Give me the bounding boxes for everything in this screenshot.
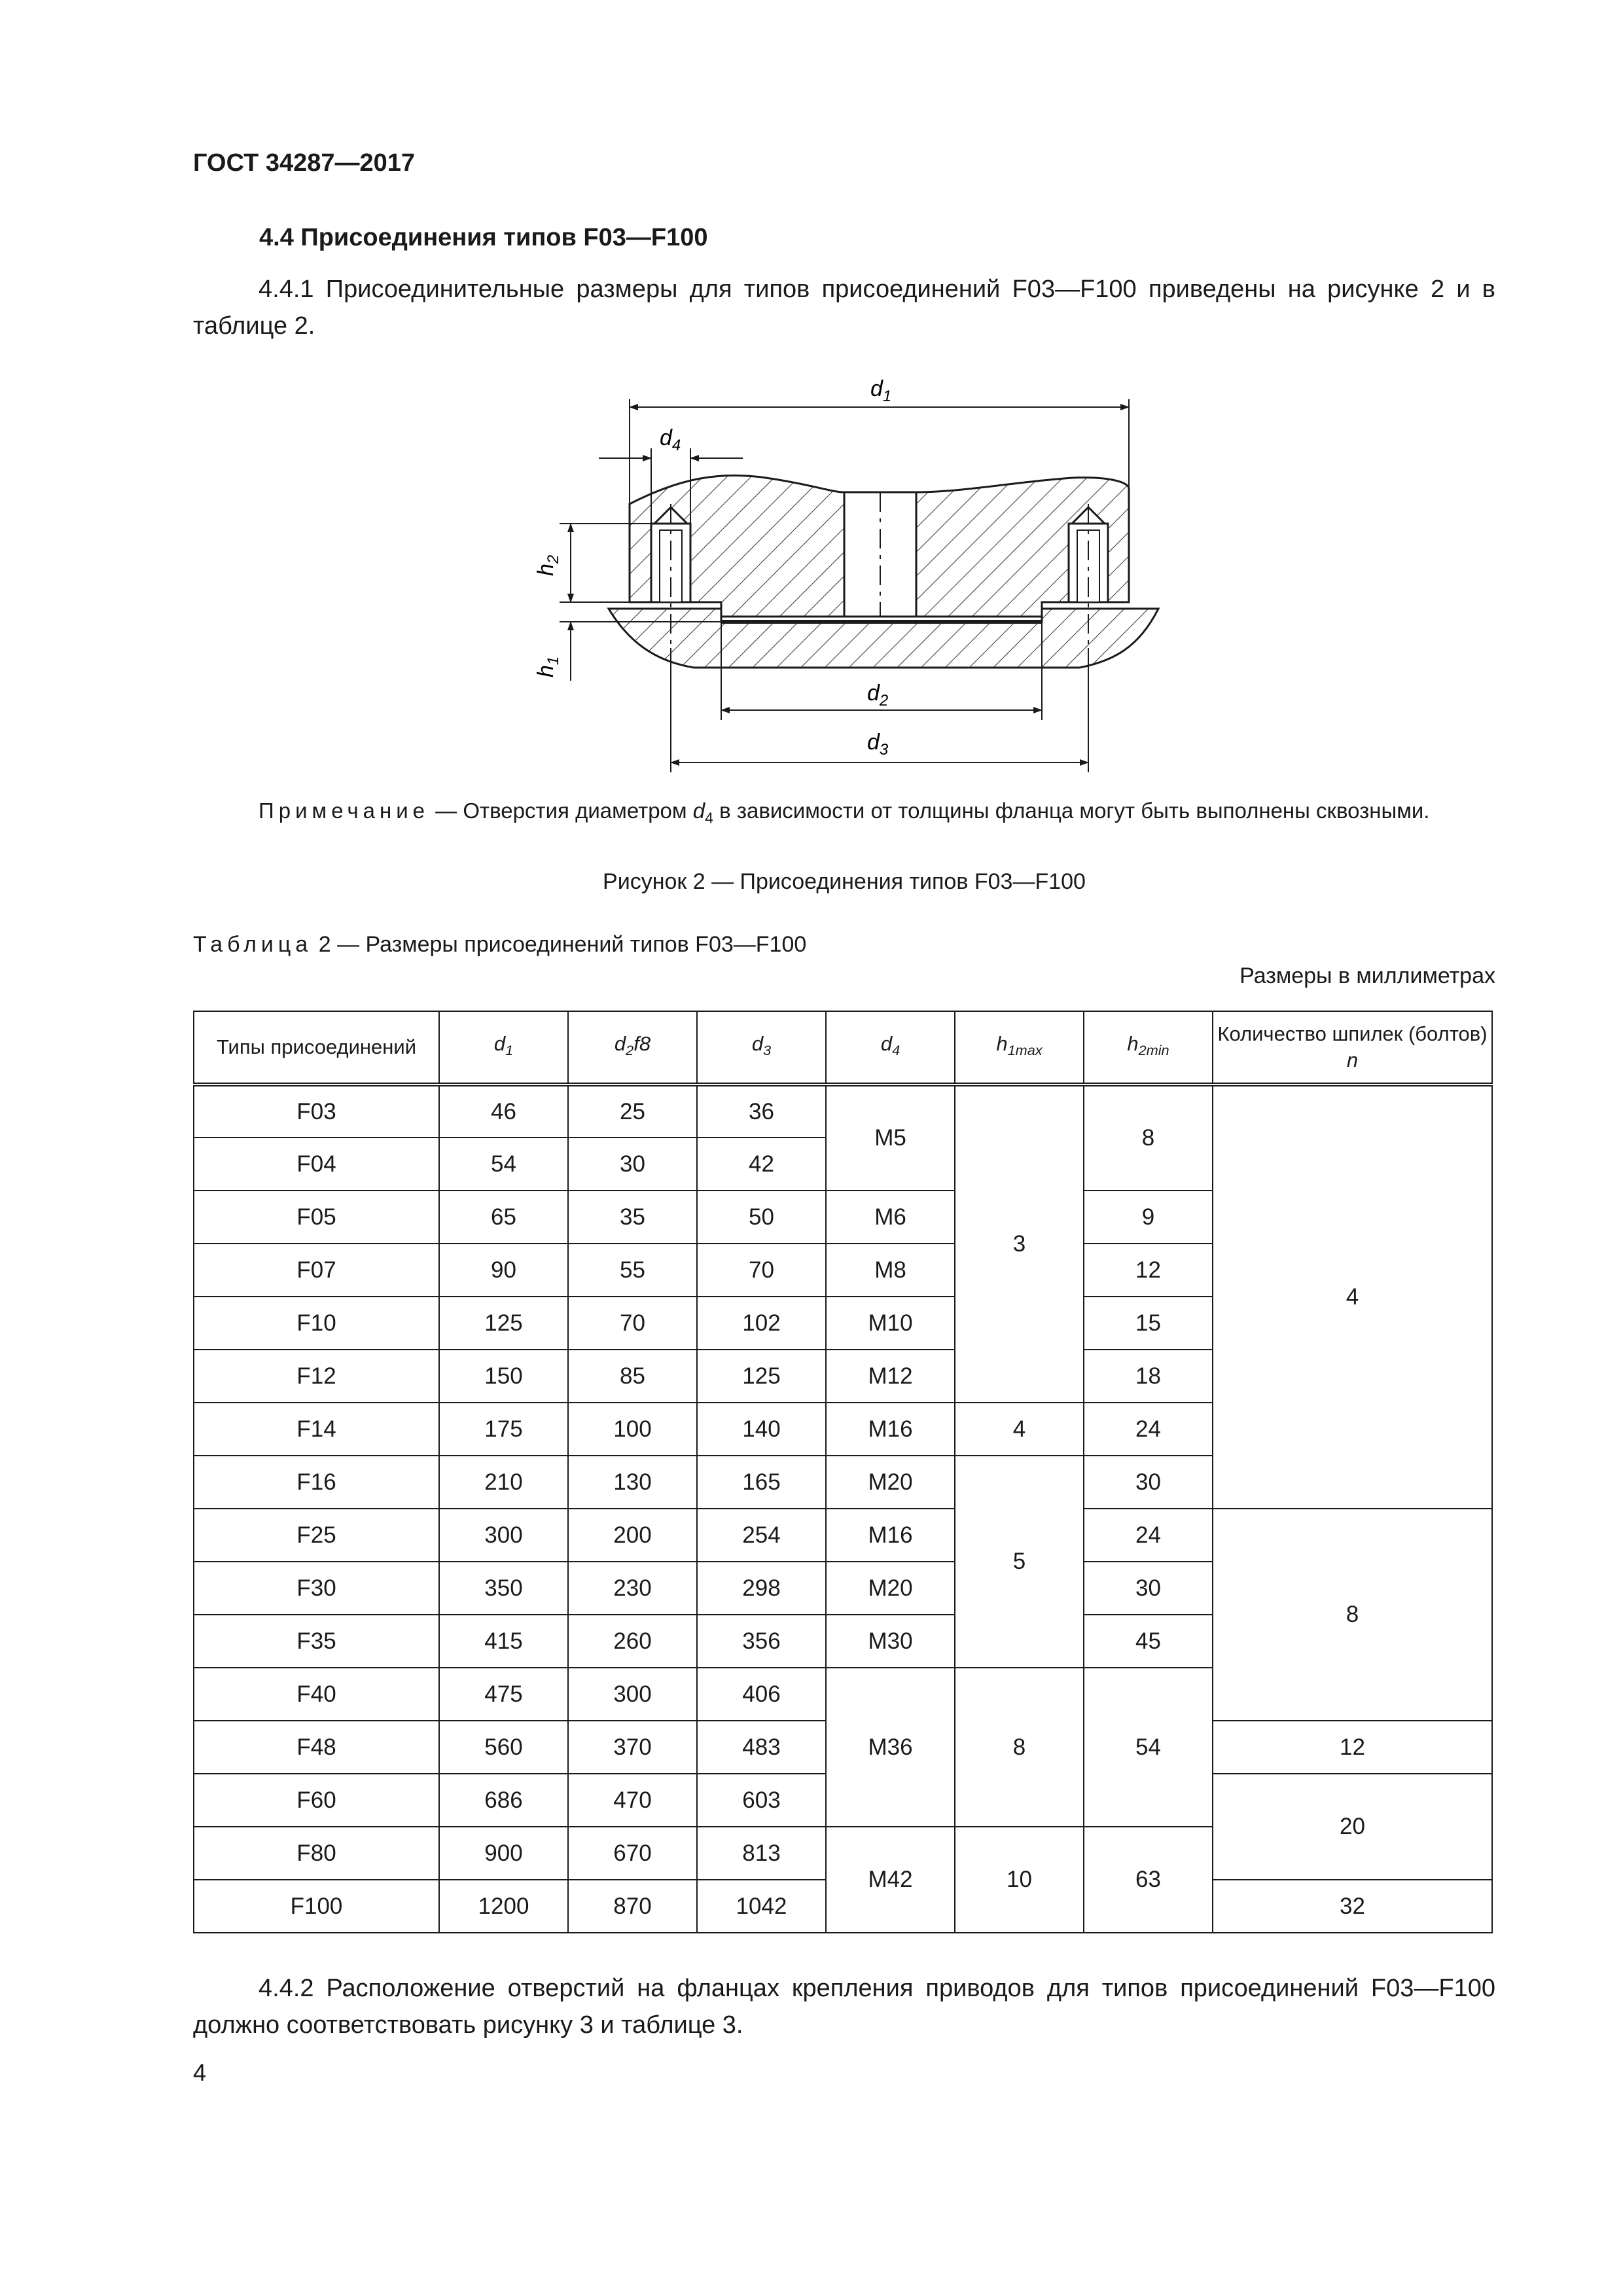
cell-d2: 25: [568, 1085, 697, 1138]
cell-d4: M16: [826, 1509, 955, 1562]
cell-type: F03: [194, 1085, 439, 1138]
cell-h2: 8: [1084, 1085, 1213, 1191]
cell-d2: 300: [568, 1668, 697, 1721]
cell-d2: 470: [568, 1774, 697, 1827]
cell-d4: M42: [826, 1827, 955, 1933]
cell-d1: 300: [439, 1509, 568, 1562]
cell-h2: 54: [1084, 1668, 1213, 1827]
dim-d3-label: $d_3$: [867, 730, 889, 759]
cell-d1: 150: [439, 1350, 568, 1403]
cell-h1: 8: [955, 1668, 1084, 1827]
paragraph-4-4-2: [193, 1970, 1495, 2043]
cell-type: F04: [194, 1138, 439, 1191]
cell-d3: 356: [697, 1615, 826, 1668]
cell-d3: 165: [697, 1456, 826, 1509]
cell-d4: M30: [826, 1615, 955, 1668]
cell-h2: 24: [1084, 1403, 1213, 1456]
cell-d1: 1200: [439, 1880, 568, 1933]
figure-caption: Рисунок 2 — Присоединения типов F03—F100: [603, 869, 1086, 894]
cell-type: F07: [194, 1244, 439, 1297]
col-header-h1max: $h_{1max}$: [955, 1011, 1084, 1085]
cell-d2: 85: [568, 1350, 697, 1403]
cell-d1: 210: [439, 1456, 568, 1509]
cell-type: F48: [194, 1721, 439, 1774]
cell-d3: 42: [697, 1138, 826, 1191]
cell-d2: 670: [568, 1827, 697, 1880]
cell-d4: M8: [826, 1244, 955, 1297]
note-d-sub: 4: [705, 809, 713, 827]
cell-h2: 30: [1084, 1456, 1213, 1509]
cell-type: F16: [194, 1456, 439, 1509]
cell-d2: 35: [568, 1191, 697, 1244]
cell-type: F12: [194, 1350, 439, 1403]
note-label: Примечание: [259, 798, 430, 823]
cell-count: 4: [1213, 1085, 1492, 1509]
cell-d2: 100: [568, 1403, 697, 1456]
cell-d3: 298: [697, 1562, 826, 1615]
table-caption-label: Таблица: [193, 932, 313, 957]
cell-d4: M20: [826, 1562, 955, 1615]
dimensions-table: [193, 1011, 1493, 1933]
cell-d3: 603: [697, 1774, 826, 1827]
cell-d2: 260: [568, 1615, 697, 1668]
cell-h2: 30: [1084, 1562, 1213, 1615]
cell-type: F05: [194, 1191, 439, 1244]
cell-d1: 65: [439, 1191, 568, 1244]
cell-h2: 63: [1084, 1827, 1213, 1933]
cell-type: F100: [194, 1880, 439, 1933]
cell-d1: 350: [439, 1562, 568, 1615]
paragraph-4-4-2-text: 4.4.2 Расположение отверстий на фланцах крепления приводов для типов присоединений F03—F100 должно соответствовать рисунку 3 и таблице 3.: [193, 1975, 1495, 2039]
cell-type: F30: [194, 1562, 439, 1615]
cell-d2: 230: [568, 1562, 697, 1615]
cell-d2: 55: [568, 1244, 697, 1297]
cell-count: 12: [1213, 1721, 1492, 1774]
cell-d3: 1042: [697, 1880, 826, 1933]
cell-d3: 254: [697, 1509, 826, 1562]
cell-type: F80: [194, 1827, 439, 1880]
table-caption-text: 2 — Размеры присоединений типов F03—F100: [312, 932, 807, 957]
col-header-d1: $d_1$: [439, 1011, 568, 1085]
cell-d3: 70: [697, 1244, 826, 1297]
table-row: [194, 1509, 1492, 1562]
cell-d4: M16: [826, 1403, 955, 1456]
cell-count: 32: [1213, 1880, 1492, 1933]
page-number: 4: [193, 2059, 207, 2086]
col-header-d3: $d_3$: [697, 1011, 826, 1085]
col-header-h2min: $h_{2min}$: [1084, 1011, 1213, 1085]
cell-type: F60: [194, 1774, 439, 1827]
dim-h2-label: $h_2$: [533, 554, 562, 576]
cell-d3: 140: [697, 1403, 826, 1456]
note-text-a: — Отверстия диаметром: [429, 798, 693, 823]
cell-d1: 54: [439, 1138, 568, 1191]
col-header-type: Типы присоединений: [194, 1011, 439, 1085]
cell-d2: 200: [568, 1509, 697, 1562]
cell-h2: 9: [1084, 1191, 1213, 1244]
figure-2-drawing: [533, 367, 1185, 785]
cell-d1: 46: [439, 1085, 568, 1138]
cell-d2: 30: [568, 1138, 697, 1191]
cell-d1: 900: [439, 1827, 568, 1880]
cell-count: 8: [1213, 1509, 1492, 1721]
cell-h1: 10: [955, 1827, 1084, 1933]
cell-d4: M10: [826, 1297, 955, 1350]
cell-d3: 483: [697, 1721, 826, 1774]
cell-type: F35: [194, 1615, 439, 1668]
note-text-b: в зависимости от толщины фланца могут быть выполнены сквозными.: [713, 798, 1430, 823]
cell-d2: 870: [568, 1880, 697, 1933]
cell-d4: M12: [826, 1350, 955, 1403]
cell-h2: 12: [1084, 1244, 1213, 1297]
cell-h2: 18: [1084, 1350, 1213, 1403]
cell-d1: 686: [439, 1774, 568, 1827]
cell-d4: M6: [826, 1191, 955, 1244]
cell-d3: 50: [697, 1191, 826, 1244]
cell-d1: 125: [439, 1297, 568, 1350]
table-row: [194, 1085, 1492, 1138]
note-d: d: [692, 798, 705, 823]
cell-h1: 5: [955, 1456, 1084, 1668]
document-header: ГОСТ 34287—2017: [193, 149, 416, 177]
cell-d1: 475: [439, 1668, 568, 1721]
paragraph-4-4-1-text: 4.4.1 Присоединительные размеры для типов присоединений F03—F100 приведены на рисунке 2 и в таблице 2.: [193, 276, 1495, 340]
col-header-count: Количество шпилек (болтов) n: [1213, 1011, 1492, 1085]
cell-h2: 24: [1084, 1509, 1213, 1562]
cell-d2: 70: [568, 1297, 697, 1350]
col-header-d4: $d_4$: [826, 1011, 955, 1085]
cell-d3: 813: [697, 1827, 826, 1880]
dim-d1-label: $d_1$: [870, 376, 892, 405]
cell-h1: 4: [955, 1403, 1084, 1456]
cell-d3: 406: [697, 1668, 826, 1721]
cell-h2: 45: [1084, 1615, 1213, 1668]
cell-d3: 125: [697, 1350, 826, 1403]
cell-type: F40: [194, 1668, 439, 1721]
dim-d2-label: $d_2$: [867, 681, 889, 709]
cell-type: F25: [194, 1509, 439, 1562]
table-units: Размеры в миллиметрах: [1240, 963, 1495, 988]
col-header-d2: $d_2f8$: [568, 1011, 697, 1085]
cell-d2: 370: [568, 1721, 697, 1774]
cell-type: F10: [194, 1297, 439, 1350]
cell-d4: M20: [826, 1456, 955, 1509]
cell-d2: 130: [568, 1456, 697, 1509]
cell-h2: 15: [1084, 1297, 1213, 1350]
cell-d3: 36: [697, 1085, 826, 1138]
cell-d3: 102: [697, 1297, 826, 1350]
dim-h1-label: $h_1$: [533, 656, 562, 677]
dim-d4-label: $d_4$: [660, 425, 681, 454]
cell-d1: 90: [439, 1244, 568, 1297]
cell-d4: M36: [826, 1668, 955, 1827]
cell-d1: 415: [439, 1615, 568, 1668]
cell-h1: 3: [955, 1085, 1084, 1403]
section-title: 4.4 Присоединения типов F03—F100: [259, 224, 708, 251]
cell-type: F14: [194, 1403, 439, 1456]
figure-note: [193, 796, 1495, 833]
cell-count: 20: [1213, 1774, 1492, 1880]
cell-d1: 560: [439, 1721, 568, 1774]
cell-d1: 175: [439, 1403, 568, 1456]
paragraph-4-4-1: [193, 271, 1495, 344]
cell-d4: M5: [826, 1085, 955, 1191]
table-header-row: [194, 1011, 1492, 1085]
table-caption: [193, 932, 806, 958]
